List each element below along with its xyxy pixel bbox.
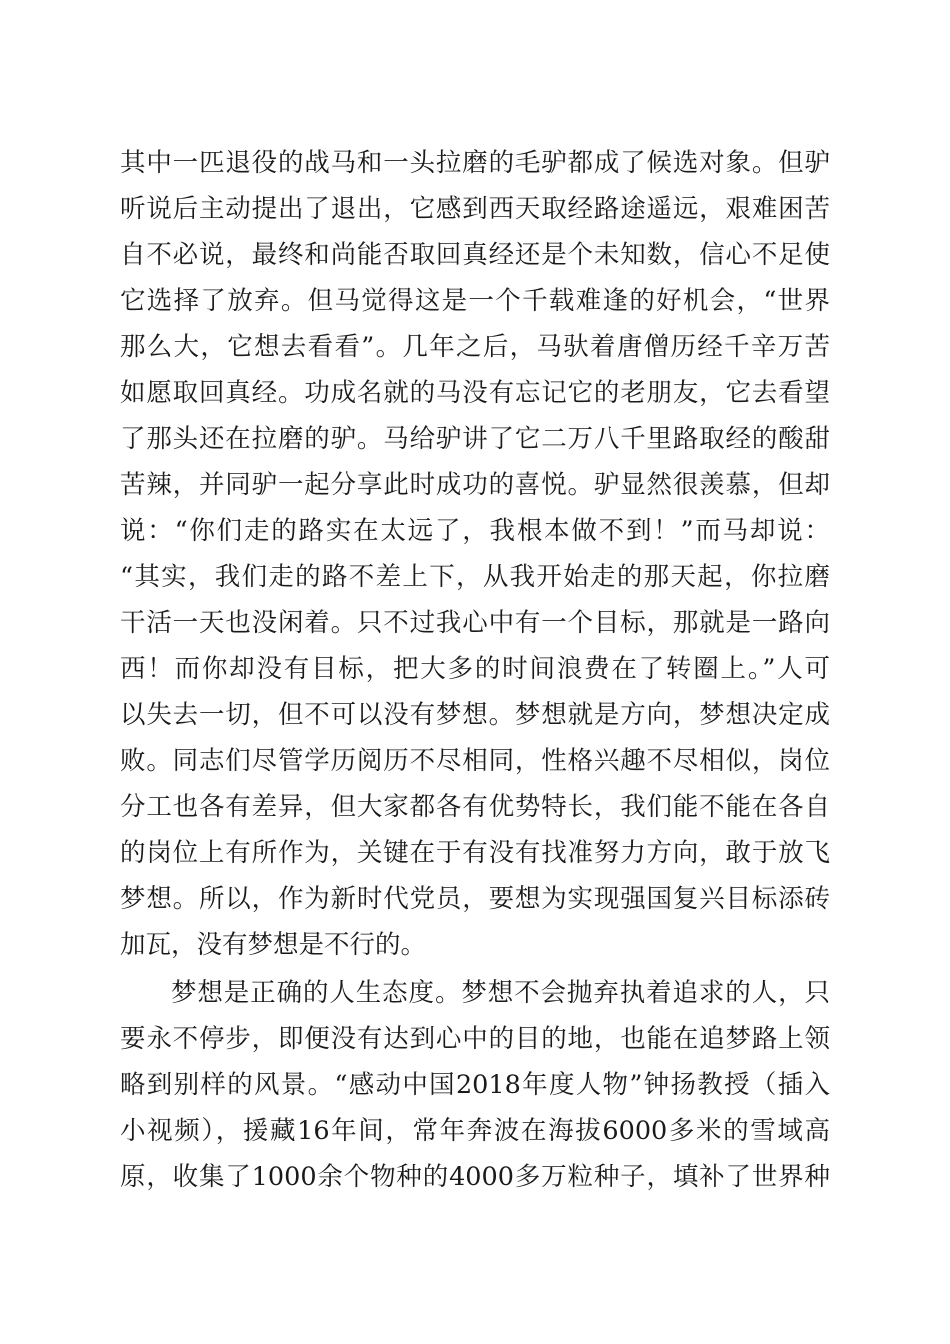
paragraph-line: 说：“你们走的路实在太远了，我根本做不到！”而马却说：	[120, 516, 830, 546]
paragraph-line: 自不必说，最终和尚能否取回真经还是个未知数，信心不足使	[120, 240, 830, 270]
paragraph-line: 败。同志们尽管学历阅历不尽相同，性格兴趣不尽相似，岗位	[120, 746, 830, 776]
paragraph-line: 原，收集了1000余个物种的4000多万粒种子，填补了世界种	[120, 1162, 830, 1192]
paragraph-line: 略到别样的风景。“感动中国2018年度人物”钟扬教授（插入	[120, 1070, 830, 1100]
paragraph-line: 听说后主动提出了退出，它感到西天取经路途遥远，艰难困苦	[120, 194, 830, 224]
paragraph-line: 干活一天也没闲着。只不过我心中有一个目标，那就是一路向	[120, 608, 830, 638]
paragraph-line: 梦想是正确的人生态度。梦想不会抛弃执着追求的人，只	[171, 978, 830, 1008]
paragraph-line: 其中一匹退役的战马和一头拉磨的毛驴都成了候选对象。但驴	[120, 148, 830, 178]
paragraph-line: 以失去一切，但不可以没有梦想。梦想就是方向，梦想决定成	[120, 700, 830, 730]
paragraph-line: 要永不停步，即便没有达到心中的目的地，也能在追梦路上领	[120, 1024, 830, 1054]
paragraph-line: 分工也各有差异，但大家都各有优势特长，我们能不能在各自	[120, 792, 830, 822]
paragraph-line: 梦想。所以，作为新时代党员，要想为实现强国复兴目标添砖	[120, 884, 830, 914]
paragraph-line: 小视频），援藏16年间，常年奔波在海拔6000多米的雪域高	[120, 1116, 830, 1146]
paragraph-line: 的岗位上有所作为，关键在于有没有找准努力方向，敢于放飞	[120, 838, 830, 868]
paragraph-line: 了那头还在拉磨的驴。马给驴讲了它二万八千里路取经的酸甜	[120, 424, 830, 454]
paragraph-line: 加瓦，没有梦想是不行的。	[120, 930, 427, 960]
paragraph-line: 苦辣，并同驴一起分享此时成功的喜悦。驴显然很羡慕，但却	[120, 470, 830, 500]
paragraph-line: 如愿取回真经。功成名就的马没有忘记它的老朋友，它去看望	[120, 378, 830, 408]
paragraph-line: 西！而你却没有目标，把大多的时间浪费在了转圈上。”人可	[120, 654, 830, 684]
paragraph-line: “其实，我们走的路不差上下，从我开始走的那天起，你拉磨	[120, 562, 830, 592]
paragraph-line: 它选择了放弃。但马觉得这是一个千载难逢的好机会，“世界	[120, 286, 830, 316]
paragraph-line: 那么大，它想去看看”。几年之后，马驮着唐僧历经千辛万苦	[120, 332, 830, 362]
